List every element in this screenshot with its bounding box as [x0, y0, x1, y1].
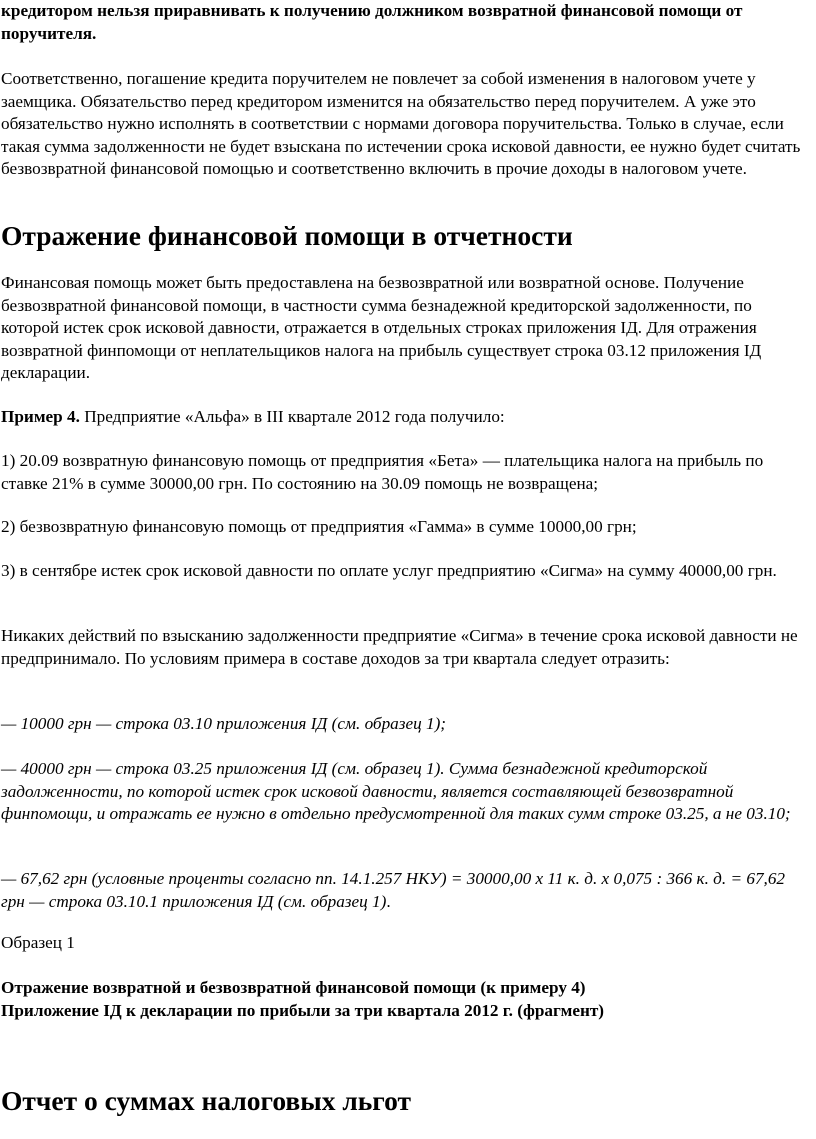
intro-bold-text: кредитором нельзя приравнивать к получению должником возвратной финансовой помощи от поручителя.	[1, 1, 743, 43]
paragraph-guarantor: Соответственно, погашение кредита поручителем не повлечет за собой изменения в налоговом учете у заемщика. Обязательство перед кредитором изменится на обязательство перед поручителем. А уже это обязательство нужно исполнять в соответствии с нормами договора поручительства. Только в случае, если такая сумма задолженности не будет взыскана по истечении срока исковой давности, ее нужно будет считать безвозвратной финансовой помощью и соответственно включить в прочие доходы в налоговом учете.	[1, 69, 801, 178]
dash-item-3-text: — 67,62 грн (условные проценты согласно пп. 14.1.257 НКУ) = 30000,00 х 11 к. д. х 0,075 : 366 к. д. = 67,62 грн — строка 03.10.1 приложения ІД (см. образец 1)	[1, 869, 786, 911]
sample-label: Образец 1	[1, 933, 75, 952]
dash-item-3	[1, 868, 813, 913]
dash-item-1	[1, 713, 813, 736]
dash-item-3-end: .	[386, 891, 391, 911]
list-item-2: 2) безвозвратную финансовую помощь от предприятия «Гамма» в сумме 10000,00 грн;	[1, 517, 637, 536]
example-text: Предприятие «Альфа» в ІІІ квартале 2012 года получило:	[79, 407, 505, 426]
intro-paragraph	[1, 0, 813, 45]
paragraph-no-actions: Никаких действий по взысканию задолженности предприятие «Сигма» в течение срока исковой давности не предпринимало. По условиям примера в составе доходов за три квартала следует отразить:	[1, 626, 798, 668]
list-item-1: 1) 20.09 возвратную финансовую помощь от предприятия «Бета» — плательщика налога на прибыль по ставке 21% в сумме 30000,00 грн. По состоянию на 30.09 помощь не возвращена;	[1, 451, 764, 493]
sample-title	[1, 977, 813, 1022]
heading-tax-benefits-report: Отчет о суммах налоговых льгот	[1, 1085, 412, 1116]
dash-item-2	[1, 758, 813, 826]
dash-item-2-text: — 40000 грн — строка 03.25 приложения ІД (см. образец 1). Сумма безнадежной кредиторской задолженности, по которой истек срок исковой давности, является составляющей безвозвратной финпомощи, и отражать ее нужно в отдельно предусмотренной для таких сумм строке 03.25, а не 03.10;	[1, 759, 791, 823]
paragraph-aid-types: Финансовая помощь может быть предоставлена на безвозвратной или возвратной основе. Получение безвозвратной финансовой помощи, в частности сумма безнадежной кредиторской задолженности, по которой истек срок исковой давности, отражается в отдельных строках приложения ІД. Для отражения возвратной финпомощи от неплательщиков налога на прибыль существует строка 03.12 приложения ІД декларации.	[1, 273, 762, 382]
list-item-3: 3) в сентябре истек срок исковой давности по оплате услуг предприятию «Сигма» на сумму 40000,00 грн.	[1, 561, 777, 580]
heading-financial-aid-reporting: Отражение финансовой помощи в отчетности	[1, 220, 573, 251]
sample-title-line2: Приложение ІД к декларации по прибыли за три квартала 2012 г. (фрагмент)	[1, 1000, 605, 1020]
example-label: Пример 4.	[1, 407, 80, 426]
example-paragraph	[1, 406, 813, 429]
dash-item-1-text: — 10000 грн — строка 03.10 приложения ІД (см. образец 1);	[1, 714, 447, 733]
sample-title-line1: Отражение возвратной и безвозвратной финансовой помощи (к примеру 4)	[1, 978, 586, 997]
